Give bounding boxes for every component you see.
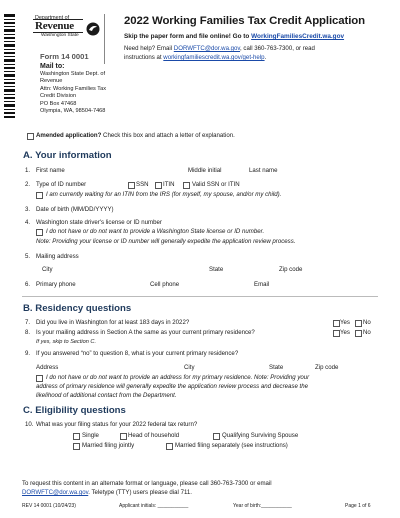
no-license-note: I do not have or do not want to provide a Washington State license or ID number. (46, 228, 265, 235)
no-residence-note-3: likelihood of additional contact from the Department. (36, 392, 177, 399)
last-name-label: Last name (249, 167, 278, 174)
city-label: City (42, 266, 53, 273)
mail-address-line-5: PO Box 47468 (40, 101, 77, 107)
married-separately-checkbox[interactable] (166, 443, 173, 450)
first-name-label: First name (36, 167, 65, 174)
q8-number: 8. (25, 329, 31, 336)
amended-line: Amended application? Check this box and attach a letter of explanation. (36, 132, 235, 139)
q9-text: If you answered “no” to question 8, what is your current primary residence? (36, 350, 239, 357)
wa-state-logo-icon (86, 22, 100, 36)
file-online-link[interactable]: WorkingFamiliesCredit.wa.gov (251, 33, 345, 40)
mailing-address-label: Mailing address (36, 253, 79, 260)
primary-phone-label: Primary phone (36, 281, 76, 288)
itin-waiting-note: I am currently waiting for an ITIN from the IRS (for myself, my spouse, and/or my child). (46, 191, 282, 198)
mail-address-line-1: Washington State Dept. of (40, 71, 106, 77)
license-label: Washington state driver's license or ID number (36, 219, 162, 226)
q8-no-label: No (363, 329, 371, 336)
no-residence-checkbox[interactable] (36, 375, 43, 382)
residence-zip-label: Zip code (315, 364, 339, 371)
married-separately-label: Married filing separately (see instructions) (175, 442, 288, 449)
no-residence-note-2: address of primary residence will generally expedite the application review process and decrease the (36, 383, 308, 390)
state-label: State (209, 266, 224, 273)
section-c-title: C. Eligibility questions (23, 405, 126, 416)
itin-checkbox[interactable] (155, 182, 162, 189)
alt-format-email-link[interactable]: DORWFTC@dor.wa.gov (22, 489, 89, 496)
q10-text: What was your filing status for your 2022 federal tax return? (36, 421, 198, 428)
q2-number: 2. (25, 181, 31, 188)
valid-ssn-itin-label: Valid SSN or ITIN (192, 181, 240, 188)
q8-skip-note: If yes, skip to Section C. (36, 339, 97, 345)
q8-yes-label: Yes (340, 329, 350, 336)
divider (22, 296, 378, 297)
itin-label: ITIN (163, 181, 175, 188)
revision-code: REV 14 0001 (10/24/23) (22, 503, 76, 509)
alt-format-line-1: To request this content in an alternate format or language, please call 360-763-7300 or email (22, 480, 272, 487)
ssn-label: SSN (136, 181, 149, 188)
help-email-link[interactable]: DORWFTC@dor.wa.gov (173, 45, 241, 52)
page-number: Page 1 of 6 (345, 503, 371, 509)
single-label: Single (82, 432, 99, 439)
q6-number: 6. (25, 281, 31, 288)
q7-text: Did you live in Washington for at least 183 days in 2022? (36, 319, 190, 326)
qualifying-surviving-spouse-label: Qualifying Surviving Spouse (222, 432, 299, 439)
valid-ssn-itin-checkbox[interactable] (183, 182, 190, 189)
q8-no-checkbox[interactable] (355, 330, 362, 337)
single-checkbox[interactable] (73, 433, 80, 440)
applicant-initials-field[interactable]: Applicant initials: ___________ (119, 503, 189, 509)
license-expedite-note: Note: Providing your license or ID number will generally expedite the application review process. (36, 238, 296, 245)
page-title: 2022 Working Families Tax Credit Application (124, 15, 365, 27)
middle-initial-label: Middle initial (188, 167, 222, 174)
ssn-checkbox[interactable] (128, 182, 135, 189)
married-jointly-label: Married filing jointly (82, 442, 135, 449)
q8-yes-checkbox[interactable] (333, 330, 340, 337)
married-jointly-checkbox[interactable] (73, 443, 80, 450)
mail-address-line-2: Revenue (40, 78, 63, 84)
q9-number: 9. (25, 350, 31, 357)
amended-checkbox[interactable] (27, 133, 34, 140)
skip-paper-line: Skip the paper form and file online! Go to WorkingFamiliesCredit.wa.gov (124, 33, 345, 40)
dob-label: Date of birth (MM/DD/YYYY) (36, 206, 114, 213)
q1-number: 1. (25, 167, 31, 174)
section-a-title: A. Your information (23, 150, 112, 161)
section-b-title: B. Residency questions (23, 303, 132, 314)
mail-to-label: Mail to: (40, 63, 65, 70)
year-of-birth-field[interactable]: Year of birth:___________ (233, 503, 292, 509)
cell-phone-label: Cell phone (150, 281, 180, 288)
qualifying-surviving-spouse-checkbox[interactable] (213, 433, 220, 440)
residence-state-label: State (269, 364, 284, 371)
no-residence-note-1: I do not have or do not want to provide an address for my primary residence. Note: Providing your (46, 374, 310, 381)
q10-number: 10. (25, 421, 34, 428)
logo-state: Washington State (41, 33, 79, 38)
barcode (4, 14, 15, 118)
help-line-1: Need help? Email DORWFTC@dor.wa.gov, call 360-763-7300, or read (124, 45, 315, 52)
q3-number: 3. (25, 206, 31, 213)
head-of-household-checkbox[interactable] (120, 433, 127, 440)
help-line-2: instructions at workingfamiliescredit.wa.gov/get-help. (124, 54, 267, 61)
alt-format-line-2: DORWFTC@dor.wa.gov. Teletype (TTY) users please dial 711. (22, 489, 192, 496)
q5-number: 5. (25, 253, 31, 260)
itin-waiting-checkbox[interactable] (36, 192, 43, 199)
mail-address-line-3: Attn: Working Families Tax (40, 86, 107, 92)
help-instructions-link[interactable]: workingfamiliescredit.wa.gov/get-help (163, 54, 265, 61)
logo-revenue: Revenue (35, 20, 74, 32)
q7-no-checkbox[interactable] (355, 320, 362, 327)
mail-address-line-6: Olympia, WA, 98504-7468 (40, 108, 106, 114)
form-number: Form 14 0001 (40, 52, 89, 61)
q4-number: 4. (25, 219, 31, 226)
head-of-household-label: Head of household (128, 432, 180, 439)
no-license-checkbox[interactable] (36, 229, 43, 236)
zip-label: Zip code (279, 266, 303, 273)
email-label: Email (254, 281, 270, 288)
q7-no-label: No (363, 319, 371, 326)
q7-yes-label: Yes (340, 319, 350, 326)
q7-yes-checkbox[interactable] (333, 320, 340, 327)
mail-address-line-4: Credit Division (40, 93, 77, 99)
id-type-label: Type of ID number (36, 181, 87, 188)
residence-address-label: Address (36, 364, 59, 371)
logo-dept-line: Department of (35, 15, 70, 21)
residence-city-label: City (184, 364, 195, 371)
q7-number: 7. (25, 319, 31, 326)
q8-text: Is your mailing address in Section A the same as your current primary residence? (36, 329, 255, 336)
